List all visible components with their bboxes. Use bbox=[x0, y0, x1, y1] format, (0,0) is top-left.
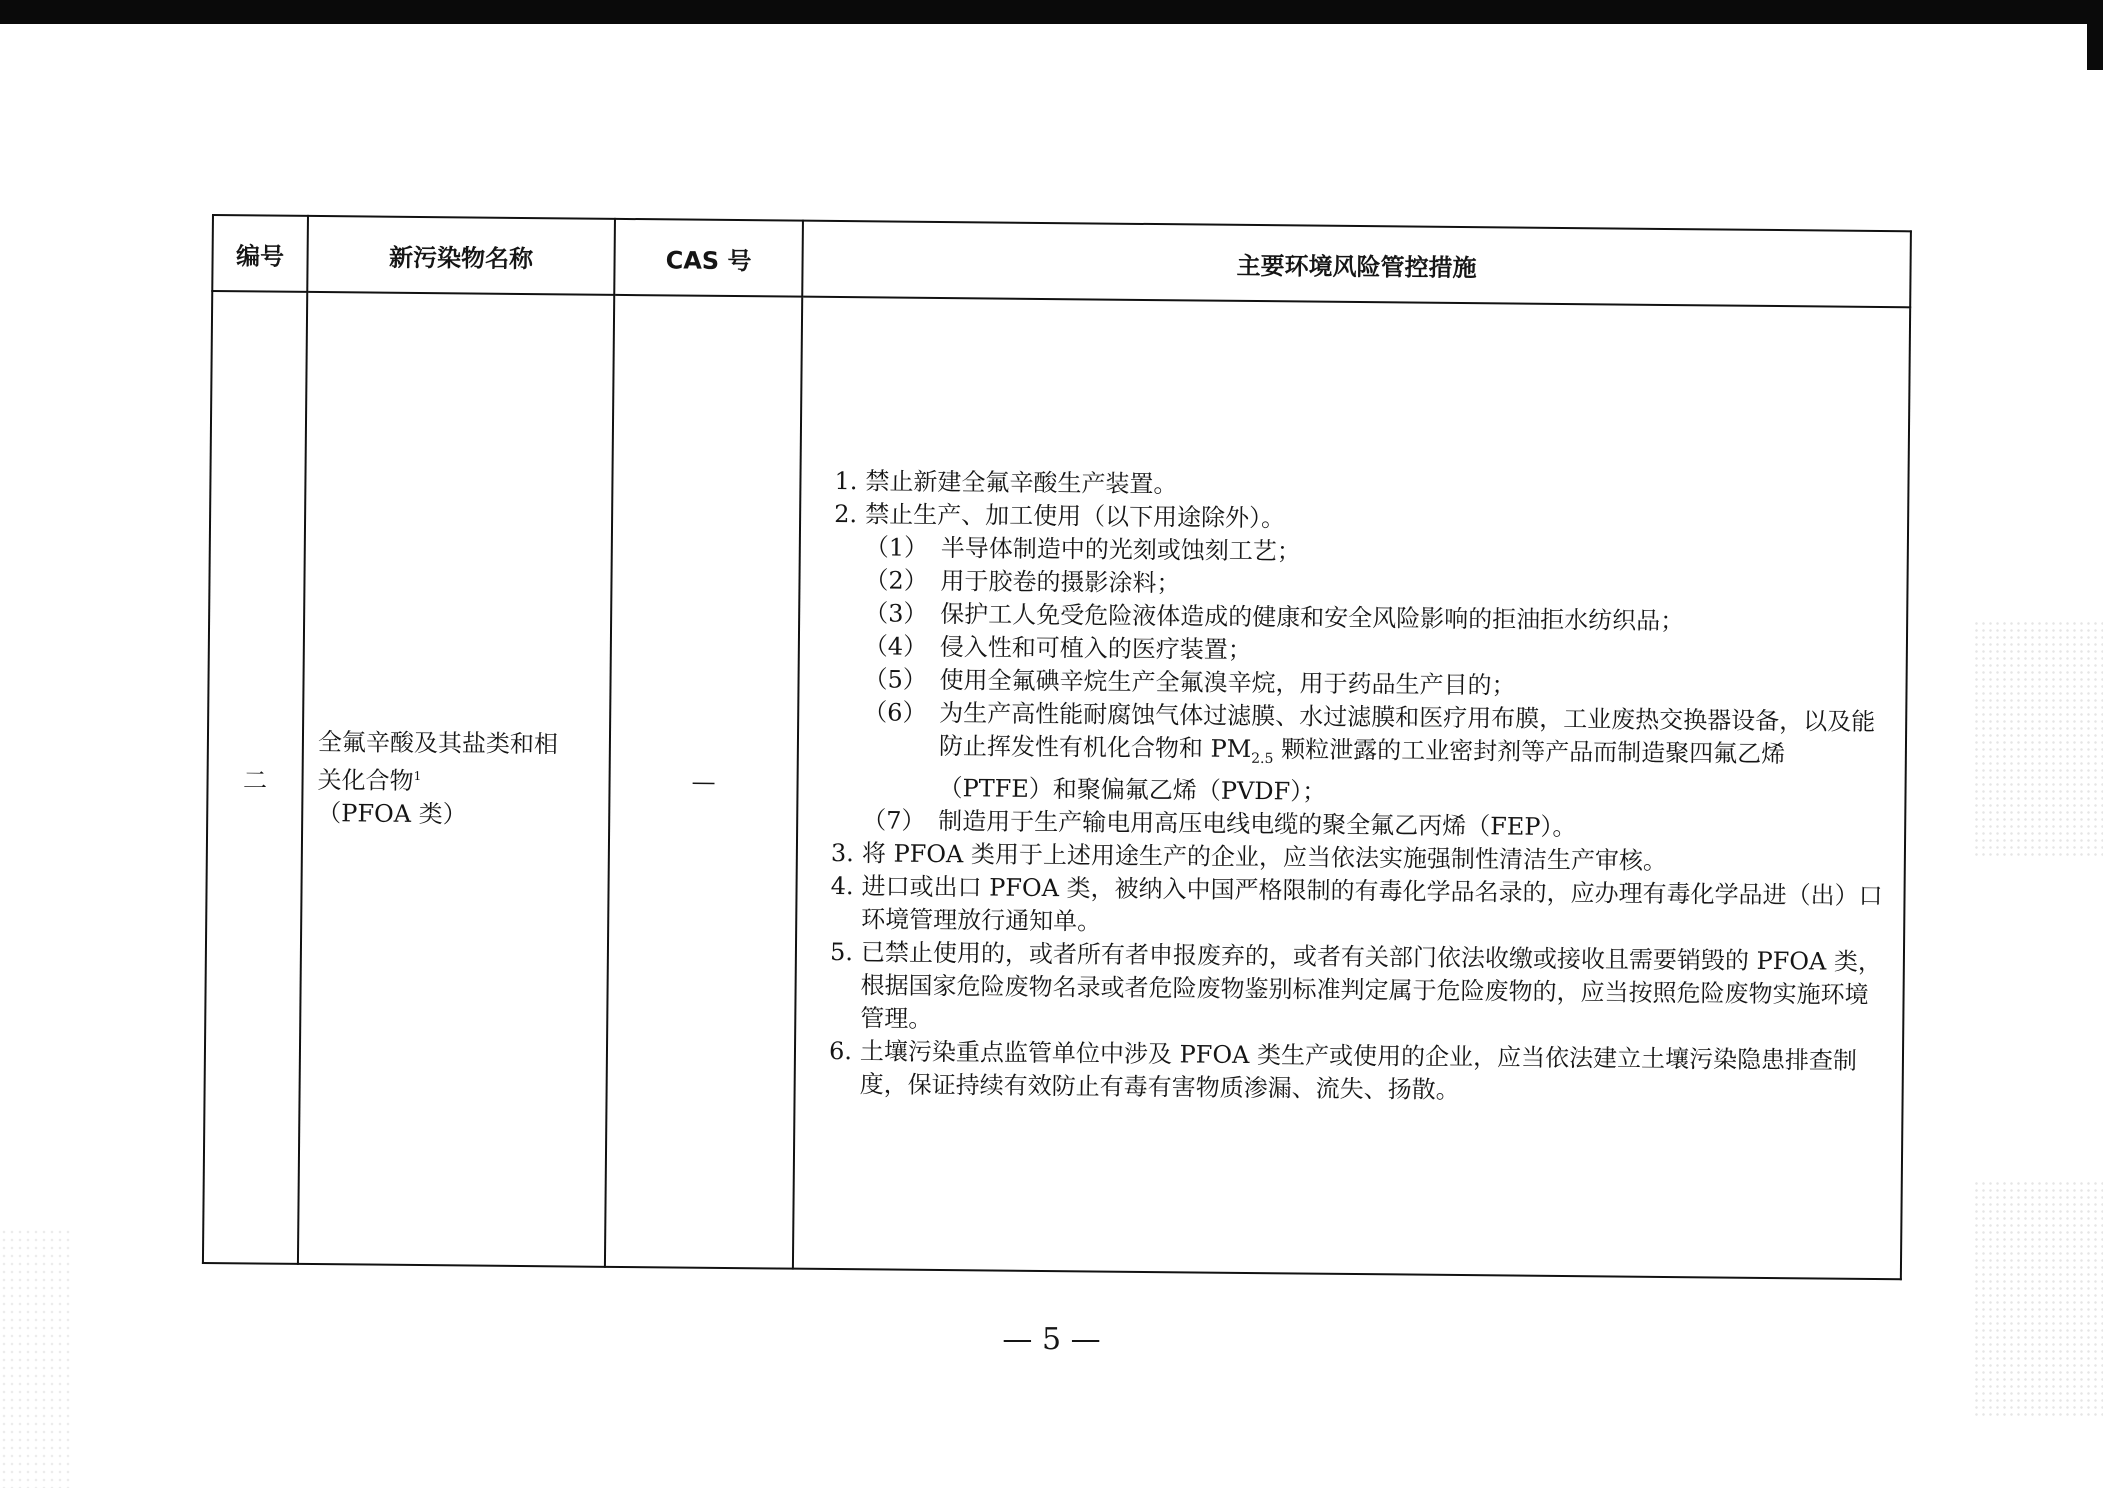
list-item-number: 3. bbox=[830, 839, 855, 868]
table-row bbox=[203, 291, 1910, 1279]
cell-name bbox=[298, 292, 614, 1267]
list-item bbox=[818, 936, 1885, 1045]
list-item-number: 1. bbox=[834, 466, 858, 495]
list-item-number: 6. bbox=[828, 1037, 853, 1066]
name-line-1: 全氟辛酸及其盐类和相 bbox=[317, 728, 559, 759]
exemption-list bbox=[820, 530, 1889, 847]
list-item-text: 禁止生产、加工使用（以下用途除外）。 bbox=[865, 499, 1286, 532]
footnote-marker: 1 bbox=[413, 768, 422, 784]
list-item-number: 4. bbox=[830, 872, 854, 901]
sub-item-text: 制造用于生产输电用高压电线电缆的聚全氟乙丙烯（FEP）。 bbox=[938, 807, 1577, 842]
cell-no: 二 bbox=[203, 291, 307, 1264]
sub-item-text bbox=[938, 697, 1887, 815]
pm-subscript: 2.5 bbox=[1251, 750, 1274, 767]
pollutant-table bbox=[202, 214, 1912, 1280]
sub-item-number: （3） bbox=[864, 598, 928, 628]
cell-cas: — bbox=[605, 295, 802, 1269]
sub-list-item bbox=[862, 696, 1887, 815]
measures-list bbox=[818, 464, 1890, 1111]
header-name: 新污染物名称 bbox=[307, 216, 615, 295]
list-item bbox=[819, 870, 1886, 946]
list-item-number: 2. bbox=[834, 499, 858, 528]
scan-noise-right-bottom bbox=[1973, 1180, 2103, 1420]
sub-item-text-part-b: 颗粒泄露的工业密封剂等产品而制造聚四氟乙烯（PTFE）和聚偏氟乙烯（PVDF）； bbox=[938, 734, 1786, 807]
list-item-text: 禁止新建全氟辛酸生产装置。 bbox=[865, 466, 1178, 498]
sub-item-text: 侵入性和可植入的医疗装置； bbox=[939, 632, 1253, 664]
sub-item-number: （5） bbox=[863, 664, 927, 694]
scan-border-top bbox=[0, 0, 2103, 24]
sub-item-number: （4） bbox=[863, 631, 928, 661]
sub-list-wrapper bbox=[820, 530, 1889, 847]
name-line-3: （PFOA 类） bbox=[317, 799, 467, 829]
sub-item-number: （6） bbox=[863, 697, 927, 727]
name-line-2-text: 关化合物 bbox=[317, 766, 414, 795]
cell-measures bbox=[793, 297, 1910, 1280]
scan-noise-right bbox=[1973, 620, 2103, 860]
header-cas: CAS 号 bbox=[614, 219, 803, 297]
list-item-text: 土壤污染重点监管单位中涉及 PFOA 类生产或使用的企业，应当依法建立土壤污染隐患排查制度，保证持续有效防止有毒有害物质渗漏、流失、扬散。 bbox=[859, 1037, 1858, 1105]
sub-item-number: （2） bbox=[864, 565, 928, 595]
sub-item-text-part-a: 为生产高性能耐腐蚀气体过滤膜、水过滤膜和医疗用布膜，工业废热交换器设备，以及能防止挥发性有机化合物和 PM bbox=[938, 698, 1876, 763]
list-item-text: 进口或出口 PFOA 类，被纳入中国严格限制的有毒化学品名录的，应办理有毒化学品进（出）口环境管理放行通知单。 bbox=[861, 872, 1883, 936]
header-measures: 主要环境风险管控措施 bbox=[802, 221, 1911, 308]
header-no: 编号 bbox=[212, 215, 308, 292]
name-line-2 bbox=[317, 759, 594, 800]
list-item-text: 将 PFOA 类用于上述用途生产的企业，应当依法实施强制性清洁生产审核。 bbox=[861, 839, 1668, 876]
sub-item-text: 用于胶卷的摄影涂料； bbox=[940, 566, 1181, 597]
sub-item-number: （1） bbox=[864, 532, 929, 562]
sub-item-text: 半导体制造中的光刻或蚀刻工艺； bbox=[940, 533, 1301, 566]
scan-noise-left bbox=[0, 1228, 70, 1488]
sub-item-text: 保护工人免受危险液体造成的健康和安全风险影响的拒油拒水纺织品； bbox=[940, 599, 1685, 635]
list-item-text: 已禁止使用的，或者所有者申报废弃的，或者有关部门依法收缴或接收且需要销毁的 PFOA 类，根据国家危险废物名录或者危险废物鉴别标准判定属于危险废物的，应当按照危险废物实施环境管理。 bbox=[860, 938, 1883, 1034]
page-number: — 5 — bbox=[1002, 1322, 1101, 1357]
scan-border-right bbox=[2087, 0, 2103, 70]
sub-item-text: 使用全氟碘辛烷生产全氟溴辛烷，用于药品生产目的； bbox=[939, 665, 1516, 700]
list-item bbox=[818, 1035, 1885, 1111]
list-item-number: 5. bbox=[829, 938, 854, 967]
sub-item-number: （7） bbox=[862, 806, 926, 836]
